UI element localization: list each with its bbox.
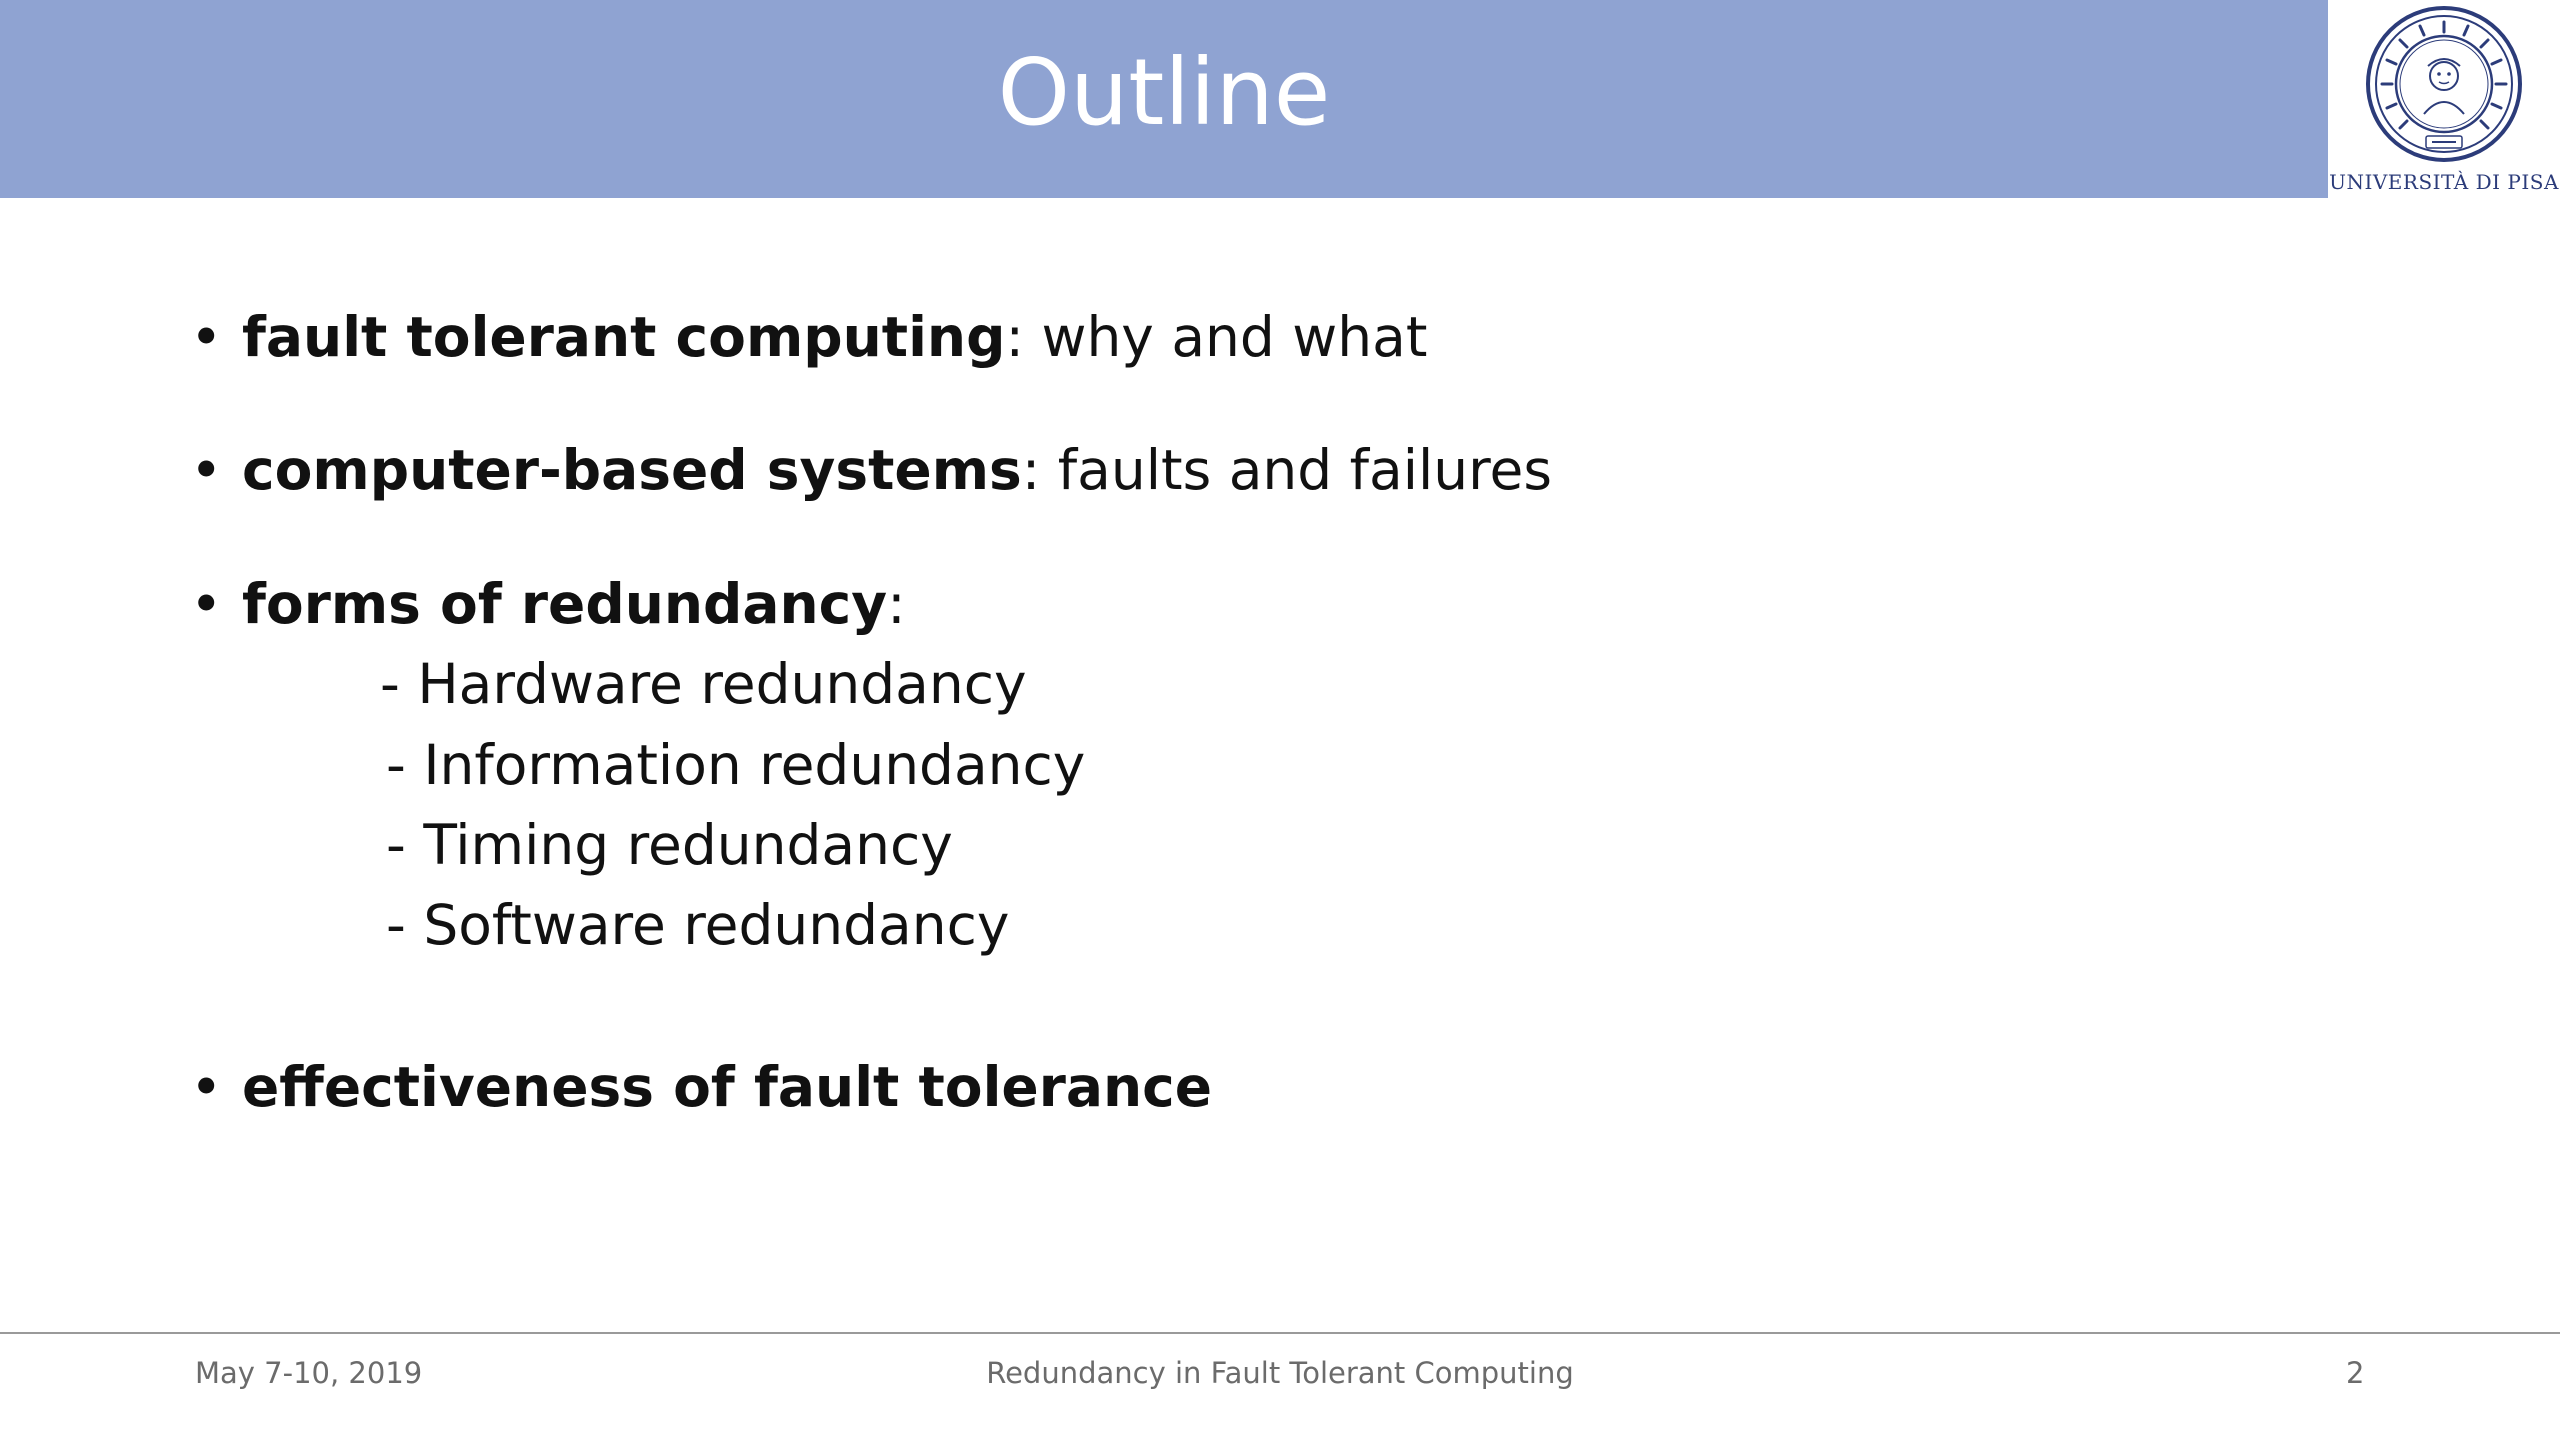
bullet-bold-text: computer-based systems <box>242 438 1022 502</box>
bullet-bold-text: fault tolerant computing <box>242 305 1006 369</box>
university-name: UNIVERSITÀ DI PISA <box>2329 170 2559 194</box>
bullet-icon: • <box>190 305 223 369</box>
sub-item-hardware: - Hardware redundancy <box>380 652 1027 716</box>
bullet-bold-text: effectiveness of fault tolerance <box>242 1055 1213 1119</box>
bullet-text: : why and what <box>1005 305 1428 369</box>
page-number: 2 <box>2346 1356 2365 1390</box>
footer-title: Redundancy in Fault Tolerant Computing <box>986 1356 1574 1390</box>
bullet-item <box>190 305 1427 369</box>
title-band <box>0 0 2328 198</box>
bullet-icon: • <box>190 1055 223 1119</box>
bullet-item <box>190 1055 1212 1119</box>
bullet-text: : <box>887 572 906 636</box>
university-seal-icon <box>2364 4 2524 164</box>
footer-date: May 7-10, 2019 <box>195 1356 423 1390</box>
bullet-item <box>190 572 906 636</box>
footer-divider <box>0 1332 2560 1334</box>
sub-item-information: - Information redundancy <box>386 733 1086 797</box>
bullet-text: : faults and failures <box>1021 438 1553 502</box>
sub-item-software: - Software redundancy <box>386 893 1010 957</box>
slide-title: Outline <box>997 39 1331 146</box>
sub-item-timing: - Timing redundancy <box>386 813 953 877</box>
bullet-icon: • <box>190 438 223 502</box>
bullet-icon: • <box>190 572 223 636</box>
bullet-bold-text: forms of redundancy <box>242 572 888 636</box>
university-logo <box>2328 0 2560 198</box>
bullet-item <box>190 438 1552 502</box>
